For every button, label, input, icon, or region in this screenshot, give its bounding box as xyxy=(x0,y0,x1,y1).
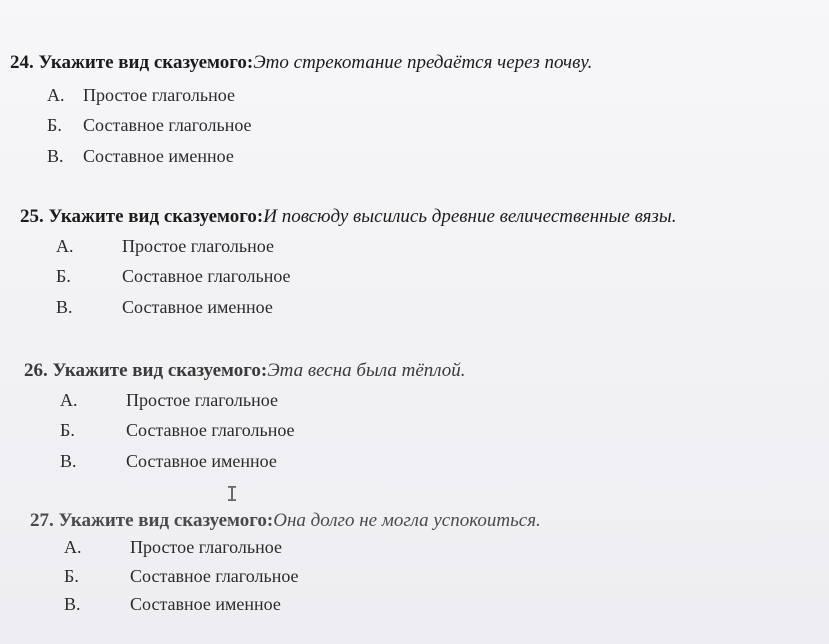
option-letter: В. xyxy=(56,297,73,317)
question-sentence: Она долго не могла успокоиться. xyxy=(273,510,541,531)
question-prompt xyxy=(24,360,466,382)
option-letter: Б. xyxy=(64,566,79,586)
option-letter: А. xyxy=(64,537,82,557)
question-sentence: И повсюду высились древние величественные вязы. xyxy=(263,206,677,227)
option-text: Простое глагольное xyxy=(83,85,235,105)
option-text: Составное именное xyxy=(130,594,281,614)
question-prompt xyxy=(30,510,541,532)
option-text: Простое глагольное xyxy=(122,236,274,256)
option-letter: А. xyxy=(56,236,74,256)
option-text: Простое глагольное xyxy=(130,537,282,557)
text-cursor-icon: I xyxy=(226,482,239,506)
option-text: Составное именное xyxy=(122,297,273,317)
question-prompt xyxy=(20,206,676,228)
option-letter: В. xyxy=(64,594,81,614)
option-letter: В. xyxy=(47,146,64,166)
option-text: Составное именное xyxy=(83,146,234,166)
option-letter: Б. xyxy=(56,266,71,286)
option-text: Составное глагольное xyxy=(122,266,291,286)
question-prompt xyxy=(10,52,592,74)
question-label: 24. Укажите вид сказуемого: xyxy=(10,52,254,73)
question-sentence: Эта весна была тёплой. xyxy=(267,360,466,381)
question-label: 27. Укажите вид сказуемого: xyxy=(30,510,274,531)
option-letter: А. xyxy=(60,390,78,410)
option-letter: А. xyxy=(47,85,65,105)
option-text: Простое глагольное xyxy=(126,390,278,410)
option-text: Составное именное xyxy=(126,451,277,471)
question-label: 25. Укажите вид сказуемого: xyxy=(20,206,264,227)
option-letter: В. xyxy=(60,451,77,471)
option-text: Составное глагольное xyxy=(130,566,299,586)
option-text: Составное глагольное xyxy=(83,115,252,135)
option-text: Составное глагольное xyxy=(126,420,295,440)
question-sentence: Это стрекотание предаётся через почву. xyxy=(253,52,593,73)
option-letter: Б. xyxy=(60,420,75,440)
option-letter: Б. xyxy=(47,115,62,135)
question-label: 26. Укажите вид сказуемого: xyxy=(24,360,268,381)
